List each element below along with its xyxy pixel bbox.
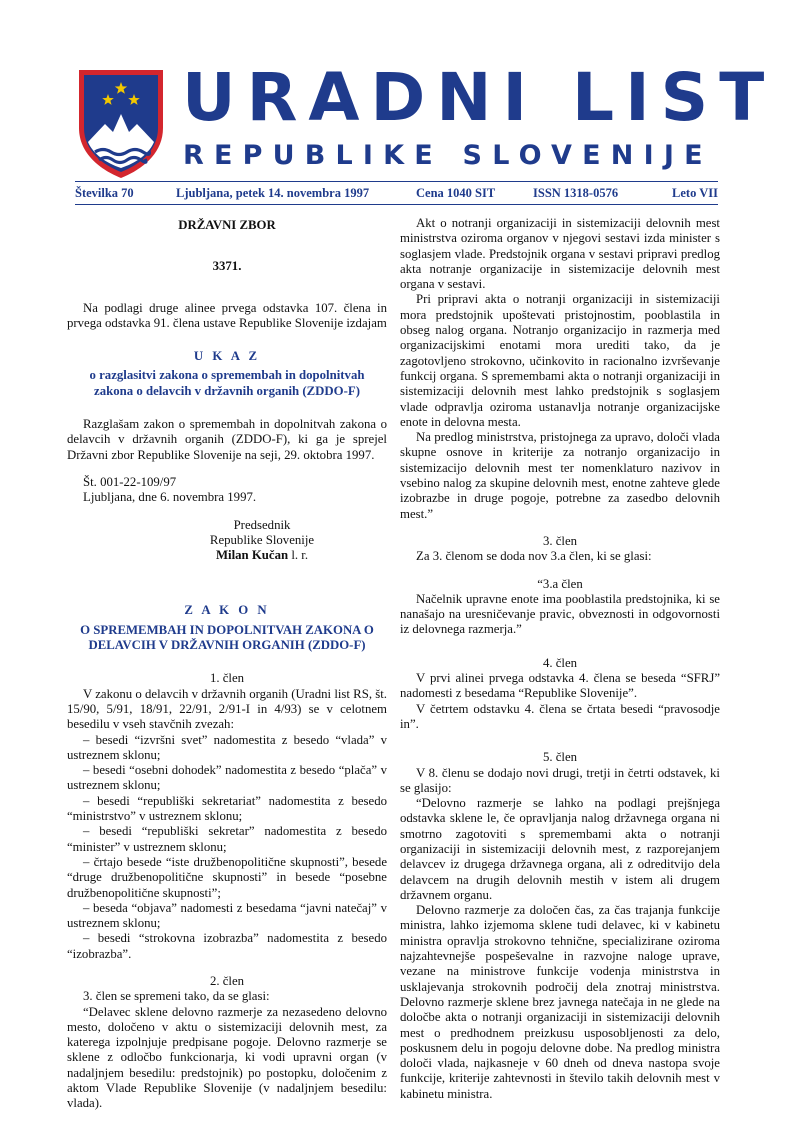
item-number: 3371. — [212, 259, 242, 274]
masthead-subtitle: REPUBLIKE SLOVENIJE — [183, 140, 713, 171]
issue-date-line: Ljubljana, dne 6. novembra 1997. — [83, 490, 257, 505]
zakon-title: Z A K O N — [184, 603, 270, 618]
article-3a-heading: “3.a člen — [537, 576, 583, 591]
issue-place-date: Ljubljana, petek 14. novembra 1997 — [176, 186, 370, 200]
slovenian-coat-of-arms-icon — [75, 68, 167, 180]
article-2-heading: 2. člen — [209, 973, 245, 988]
issue-price: Cena 1040 SIT — [416, 186, 496, 200]
ukaz-subtitle-1: o razglasitvi zakona o spremembah in dopolnitvah — [89, 368, 365, 383]
reference-number: Št. 001-22-109/97 — [83, 474, 177, 489]
issue-issn: ISSN 1318-0576 — [533, 186, 619, 200]
article-4-paragraph-1: V prvi alinei prvega odstavka 4. člena se beseda “SFRJ” nadomesti z besedama “Republike Slovenije”. — [400, 671, 720, 701]
article-3-intro: Za 3. členom se doda nov 3.a člen, ki se glasi: — [416, 549, 652, 564]
article-5-heading: 5. člen — [542, 750, 578, 765]
article-2-text: “Delavec sklene delovno razmerje za nezasedeno delovno mesto, določeno v aktu o sistemizaciji delovnih mest, za katerega izpolnjuje predpisane pogoje. Delovno razmerje se sklene z odločbo funkcionarja, ki vodi upravni organ (v nadaljnjem besedilu: predstojnik) po postopku, določenim z aktom Vlade Republike Slovenije (v nadaljnjem besedilu: vlada). — [67, 1004, 387, 1111]
article-4-heading: 4. člen — [542, 655, 578, 670]
article-1-item: – besedi “strokovna izobrazba” nadomestita z besedo “izobrazba”. — [67, 931, 387, 961]
article-1-intro: V zakonu o delavcih v državnih organih (Uradni list RS, št. 15/90, 5/91, 18/91, 22/91, 2/91-I in 4/93) se v celotnem besedilu v vseh stavčnih zvezah: — [67, 686, 387, 732]
article-1-item: – besedi “izvršni svet” nadomestita z besedo “vlada” v ustreznem sklonu; — [67, 732, 387, 762]
signature-title-1: Predsednik — [233, 517, 291, 532]
signature-title-2: Republike Slovenije — [209, 532, 315, 547]
paragraph-act-organization: Akt o notranji organizaciji in sistemizaciji delovnih mest ministrstva oziroma organov v njegovi sestavi izda minister s soglasjem vlade. Predstojnik organa v sestavi pripravi predlog akta notranje organizacije in sistemizacije delovnih mest organa v sestavi. — [400, 216, 720, 292]
article-5-paragraph-2: Delovno razmerje za določen čas, za čas trajanja funkcije ministra, lahko izjemoma sklene tudi delavec, ki v kabinetu ministra opravlja strokovno tehnične, specializirane oziroma najzahtevnejše pospeševalne in razvojne naloge uprave, vezane na ministrove funkcije vodenja ministrstva in usklajevanja strokovnih področij dela znotraj ministrstva. Delovno razmerje sklene brez javnega natečaja in ne glede na določbe akta o notranji organizaciji in sistemizaciji delovnih mest o predhodnem preizkusu usposobljenosti za delo, poskusnem delu in pogoju delovne dobe. Na predlog ministra določi vlada, najkasneje v 60 dneh od dneva nastopa svoje funkcije, kriterije zahtevnosti in število takih delovnih mest v kabinetu ministra. — [400, 903, 720, 1101]
article-5-paragraph-1: “Delovno razmerje se lahko na podlagi prejšnjega odstavka sklene le, če opravljanja nalog državnega organa ni smotrno zagotoviti s spremembami akta o notranji organizaciji in sistemizaciji delovnih mest, z razporejanjem delavcev iz drugega državnega organa, ali z odreditvijo dela delavcem na drugih delovnih mestih v istem ali drugem državnem organu. — [400, 796, 720, 902]
article-2-intro: 3. člen se spremeni tako, da se glasi: — [83, 989, 270, 1004]
ukaz-subtitle-2: zakona o delavcih v državnih organih (ZDDO-F) — [94, 383, 360, 398]
article-1-item: – besedi “republiški sekretar” nadomestita z besedo “minister” v ustreznem sklonu; — [67, 824, 387, 854]
article-3-heading: 3. člen — [542, 533, 578, 548]
signature-suffix: l. r. — [288, 548, 309, 563]
article-5-intro: V 8. členu se dodajo novi drugi, tretji in četrti odstavek, ki se glasijo: — [400, 765, 720, 795]
preamble: Na podlagi druge alinee prvega odstavka 107. člena in prvega odstavka 91. člena ustave Republike Slovenije izdajam — [67, 300, 387, 330]
masthead-title: URADNI LIST — [182, 59, 776, 136]
article-1-item: – besedi “osebni dohodek” nadomestita z besedo “plača” v ustreznem sklonu; — [67, 763, 387, 793]
article-1-heading: 1. člen — [209, 671, 245, 686]
article-1-item: – besedi “republiški sekretariat” nadomestita z besedo “ministrstvo” v ustreznem sklonu; — [67, 793, 387, 824]
issue-number: Številka 70 — [75, 186, 134, 200]
article-1-item: – beseda “objava” nadomesti z besedama “javni natečaj” v ustreznem sklonu; — [67, 900, 387, 931]
zakon-subtitle-2: DELAVCIH V DRŽAVNIH ORGANIH (ZDDO-F) — [88, 638, 366, 653]
masthead-rule-bottom — [75, 204, 718, 205]
ukaz-text: Razglašam zakon o spremembah in dopolnitvah zakona o delavcih v državnih organih (ZDDO-F), ki ga je sprejel Državni zbor Republike Slovenije na seji, 29. oktobra 1997. — [67, 417, 387, 462]
ukaz-title: U K A Z — [193, 349, 261, 364]
signature — [67, 548, 387, 563]
signature-name: Milan Kučan — [215, 548, 289, 563]
paragraph-government-criteria: Na predlog ministrstva, pristojnega za upravo, določi vlada skupne osnove in kriterije za notranjo organizacijo in sistemizacijo delovnih mest ter nomenklaturo nazivov in vsebino nalog za skupine delovnih mest, enotne zahteve glede izobrazbe in druge pogoje, potrebne za zasedbo delovnih mest.” — [400, 430, 720, 521]
left-column — [67, 218, 387, 1112]
masthead-rule-top — [75, 181, 718, 182]
section-heading: DRŽAVNI ZBOR — [178, 218, 276, 232]
issue-volume: Leto VII — [672, 186, 718, 200]
article-3a-text: Načelnik upravne enote ima pooblastila predstojnika, ki se nanašajo na uresničevanje pravic, obveznosti in odgovornosti iz delovnega razmerja.” — [400, 591, 720, 637]
zakon-subtitle-1: O SPREMEMBAH IN DOPOLNITVAH ZAKONA O — [80, 622, 374, 637]
right-column — [400, 216, 720, 1102]
article-4-paragraph-2: V četrtem odstavku 4. člena se črtata besedi “pravosodje in”. — [400, 701, 720, 731]
paragraph-act-preparation: Pri pripravi akta o notranji organizaciji in sistemizaciji mora predstojnik upoštevati pristojnostim, pooblastila in obseg nalog organa. Notranjo organizacijo in razmerja med organizacijskimi enotami mora urediti tako, da je zagotovljeno strokovno, učinkovito in racionalno izvrševanje funkcij organa. S spremembami akta o notranji organizaciji in sistemizaciji delovnih mest lahko predstojnik s soglasjem vlade odpravlja oziroma ustanavlja notranje organizacijske enote in delovna mesta. — [400, 292, 720, 429]
article-1-item: – črtajo besede “iste družbenopolitične skupnosti”, besede “druge družbenopolitične skupnosti” in besede “posebne družbenopolitične skupnosti”; — [67, 854, 387, 900]
